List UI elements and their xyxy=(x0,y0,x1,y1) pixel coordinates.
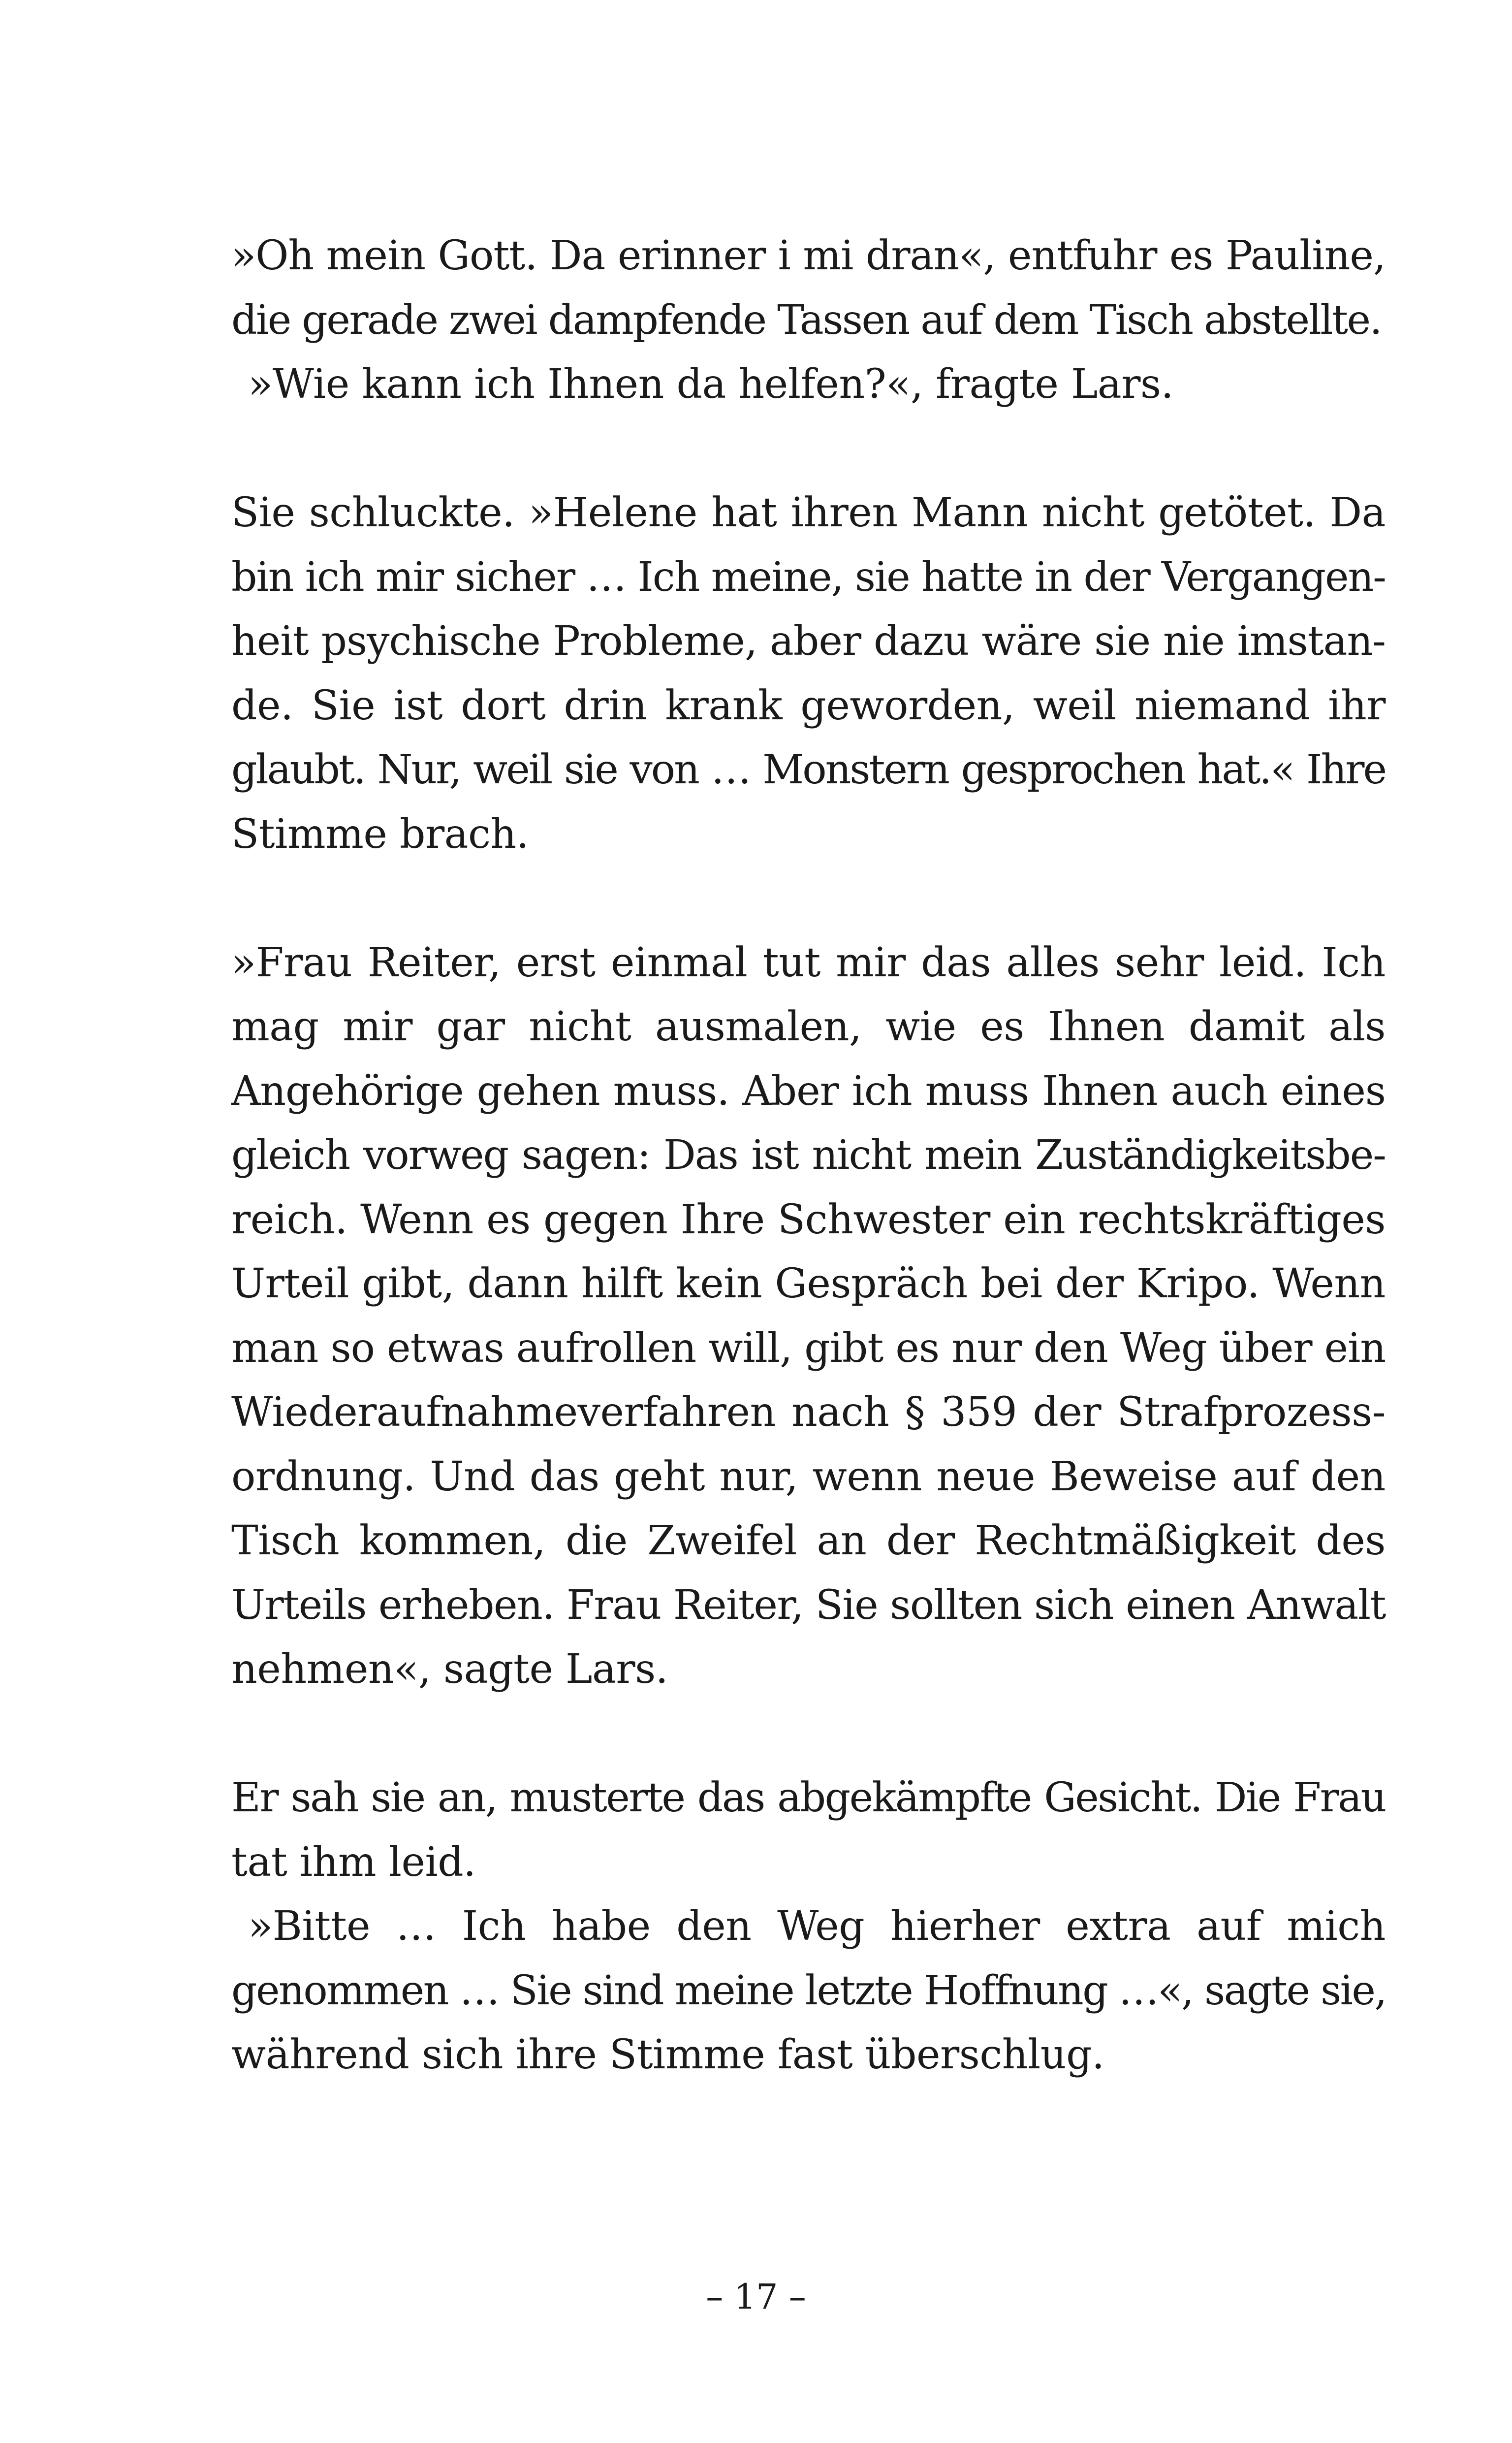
text-line: »Bitte … Ich habe den Weg hierher extra auf mich xyxy=(248,1903,1386,1950)
text-line: reich. Wenn es gegen Ihre Schwester ein rechtskräftiges xyxy=(231,1196,1386,1243)
text-line: bin ich mir sicher … Ich meine, sie hatte in der Vergangen- xyxy=(231,553,1386,601)
text-line: de. Sie ist dort drin krank geworden, weil niemand ihr xyxy=(231,682,1386,729)
text-line: gleich vorweg sagen: Das ist nicht mein Zuständigkeitsbe- xyxy=(231,1132,1386,1179)
text-line: »Wie kann ich Ihnen da helfen?«, fragte Lars. xyxy=(248,361,1174,408)
text-line: Wiederaufnahmeverfahren nach § 359 der Strafprozess- xyxy=(231,1389,1386,1436)
text-line: Urteil gibt, dann hilft kein Gespräch bei der Kripo. Wenn xyxy=(231,1260,1386,1307)
body-text xyxy=(231,224,1386,2088)
text-line: ordnung. Und das geht nur, wenn neue Beweise auf den xyxy=(231,1453,1386,1500)
text-line: Tisch kommen, die Zweifel an der Rechtmäßigkeit des xyxy=(231,1517,1386,1564)
text-line: glaubt. Nur, weil sie von … Monstern gesprochen hat.« Ihre xyxy=(231,746,1386,793)
text-line: Angehörige gehen muss. Aber ich muss Ihnen auch eines xyxy=(231,1067,1386,1115)
paragraph-gap xyxy=(231,867,1386,931)
text-line: während sich ihre Stimme fast überschlug. xyxy=(231,2031,1104,2078)
text-line: genommen … Sie sind meine letzte Hoffnung …«, sagte sie, xyxy=(231,1967,1386,2014)
text-line: mag mir gar nicht ausmalen, wie es Ihnen damit als xyxy=(231,1003,1386,1050)
text-line: nehmen«, sagte Lars. xyxy=(231,1646,668,1693)
text-line: Stimme brach. xyxy=(231,810,529,858)
paragraph-gap xyxy=(231,1702,1386,1767)
text-line: Urteils erheben. Frau Reiter, Sie sollten sich einen Anwalt xyxy=(231,1581,1386,1629)
text-line: man so etwas aufrollen will, gibt es nur den Weg über ein xyxy=(231,1324,1386,1372)
text-line: Sie schluckte. »Helene hat ihren Mann nicht getötet. Da xyxy=(231,489,1386,536)
text-line: »Oh mein Gott. Da erinner i mi dran«, entfuhr es Pauline, xyxy=(231,232,1386,279)
text-line: Er sah sie an, musterte das abgekämpfte Gesicht. Die Frau xyxy=(231,1774,1386,1821)
text-line: tat ihm leid. xyxy=(231,1838,476,1886)
text-line: die gerade zwei dampfende Tassen auf dem Tisch abstellte. xyxy=(231,296,1382,344)
text-line: »Frau Reiter, erst einmal tut mir das alles sehr leid. Ich xyxy=(231,939,1386,986)
page-number: – 17 – xyxy=(706,2277,806,2317)
text-line: heit psychische Probleme, aber dazu wäre sie nie imstan- xyxy=(231,618,1386,665)
paragraph-gap xyxy=(231,417,1386,482)
